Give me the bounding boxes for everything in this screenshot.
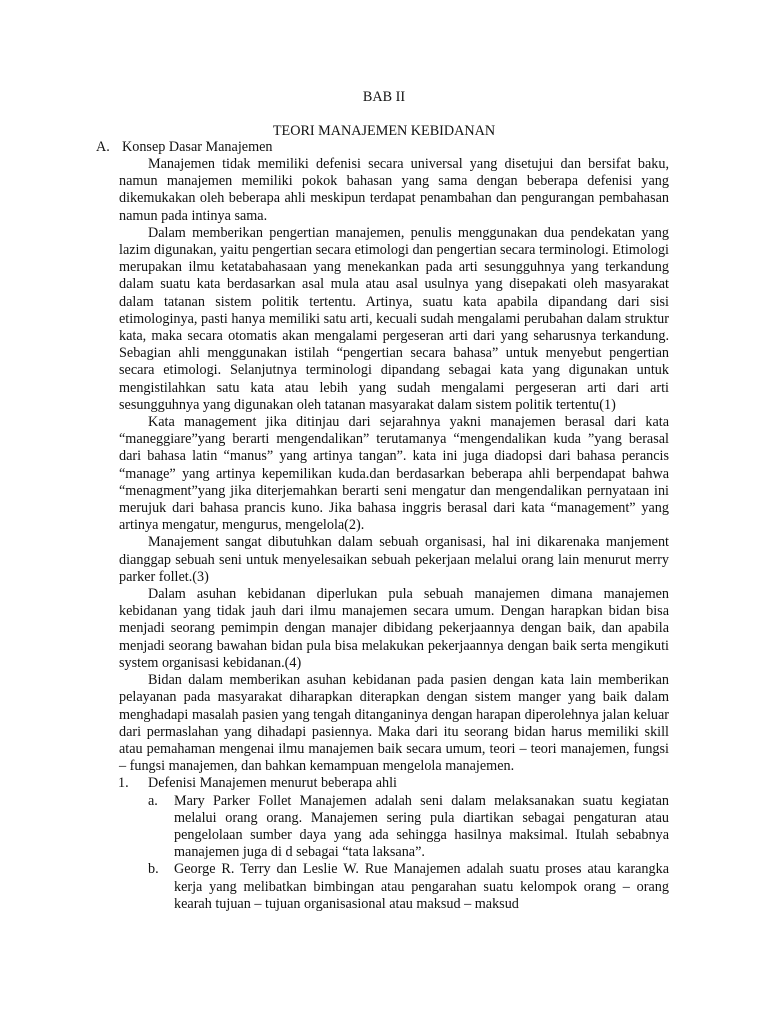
sub-list-marker: b. [148,861,159,878]
paragraph: Manajemen tidak memiliki defenisi secara universal yang disetujui dan bersifat baku, namun manajemen memiliki pokok bahasan yang sama dengan beberapa defenisi yang dikemukakan oleh beberapa ahli meskipun terdapat penambahan dan pengurangan pembahasan namun pada intinya sama. [119,156,669,224]
numbered-list-item [119,775,669,792]
numbered-list [119,775,669,913]
paragraph: Dalam memberikan pengertian manajemen, penulis menggunakan dua pendekatan yang lazim digunakan, yaitu pengertian secara etimologi dan pengertian secara terminologi. Etimologi merupakan ilmu ketatabahasaan yang menekankan pada arti sesungguhnya yang terkandung dalam suatu kata berdasarkan asal mula atau asal usulnya yang disepakati oleh masyarakat dalam tatanan sistem politik tertentu. Artinya, suatu kata apabila dipandang dari sisi etimologinya, pasti hanya memiliki satu arti, kecuali sudah mengalami perubahan dalam struktur kata, maka secara otomatis akan mengalami pergeseran arti dari yang seharusnya terkandung. Sebagian ahli menggunakan istilah “pengertian secara bahasa” untuk menyebut pengertian secara etimologi. Selanjutnya terminologi dipandang sebagai kata yang digunakan untuk mengistilahkan satu kata atau lebih yang sudah mengalami pergeseran arti dari arti sesungguhnya yang digunakan oleh tatanan masyarakat dalam sistem politik tertentu(1) [119,224,669,413]
chapter-title: TEORI MANAJEMEN KEBIDANAN [272,123,496,139]
document-body [119,156,669,913]
list-number: 1. [118,775,129,792]
section-heading-text: Konsep Dasar Manajemen [122,139,273,155]
chapter-heading: BAB II [362,89,406,105]
list-item-text: Defenisi Manajemen menurut beberapa ahli [148,775,397,792]
section-heading [96,139,273,156]
sub-list-item [119,793,669,862]
sub-list-text: Mary Parker Follet Manajemen adalah seni dalam melaksanakan suatu kegiatan melalui orang orang. Manajemen sering pula diartikan sebagai pengaturan atau pengelolaan sumber daya yang ada sehingga hasilnya maksimal. Itulah sebabnya manajemen juga di d sebagai “tata laksana”. [174,792,669,861]
sub-list-text: George R. Terry dan Leslie W. Rue Manajemen adalah suatu proses atau karangka kerja yang melibatkan bimbingan atau pengarahan suatu kelompok orang – orang kearah tujuan – tujuan organisasional atau maksud – maksud [174,861,669,912]
sub-list-item [119,861,669,913]
paragraph: Kata management jika ditinjau dari sejarahnya yakni manajemen berasal dari kata “maneggiare”yang berarti mengendalikan” terutamanya “mengendalikan kuda ”yang berasal dari bahasa latin “manus” yang artinya tangan”. kata ini juga diadopsi dari bahasa perancis “manage” yang artinya kepemilikan kuda.dan berdasarkan beberapa ahli berpendapat bahwa “menagment”yang jika diterjemahkan berarti seni mengatur dan mengendalikan pernyataan ini merujuk dari bahasa prancis kuno. Jika bahasa inggris berasal dari kata “management” yang artinya mengatur, mengurus, mengelola(2). [119,414,669,534]
paragraph: Bidan dalam memberikan asuhan kebidanan pada pasien dengan kata lain memberikan pelayanan pada masyarakat diharapkan diterapkan dengan sistem manger yang baik dalam menghadapi masalah pasien yang tengah ditanganinya dengan harapan diperolehnya jalan keluar dari permaslahan yang dihadapi pasiennya. Maka dari itu seorang bidan harus memiliki skill atau pemahaman mengenai ilmu manajemen baik secara umum, teori – teori manajemen, fungsi – fungsi manajemen, dan bahkan kemampuan mengelola manajemen. [119,672,669,775]
sub-list-marker: a. [148,792,158,809]
section-letter: A. [96,139,110,155]
paragraph: Manajement sangat dibutuhkan dalam sebuah organisasi, hal ini dikarenaka manjement dianggap sebuah seni untuk menyelesaikan sebuah pekerjaan melalui orang lain menurut merry parker follet.(3) [119,534,669,585]
paragraph: Dalam asuhan kebidanan diperlukan pula sebuah manajemen dimana manajemen kebidanan yang tidak jauh dari ilmu manajemen secara umum. Dengan harapkan bidan bisa menjadi seorang pemimpin dengan manajer dibidang pekerjaannya dengan baik, dan apabila menjadi seorang bawahan bidan pula bisa melakukan pekerjaannya dengan baik serta mengikuti system organisasi kebidanan.(4) [119,586,669,671]
